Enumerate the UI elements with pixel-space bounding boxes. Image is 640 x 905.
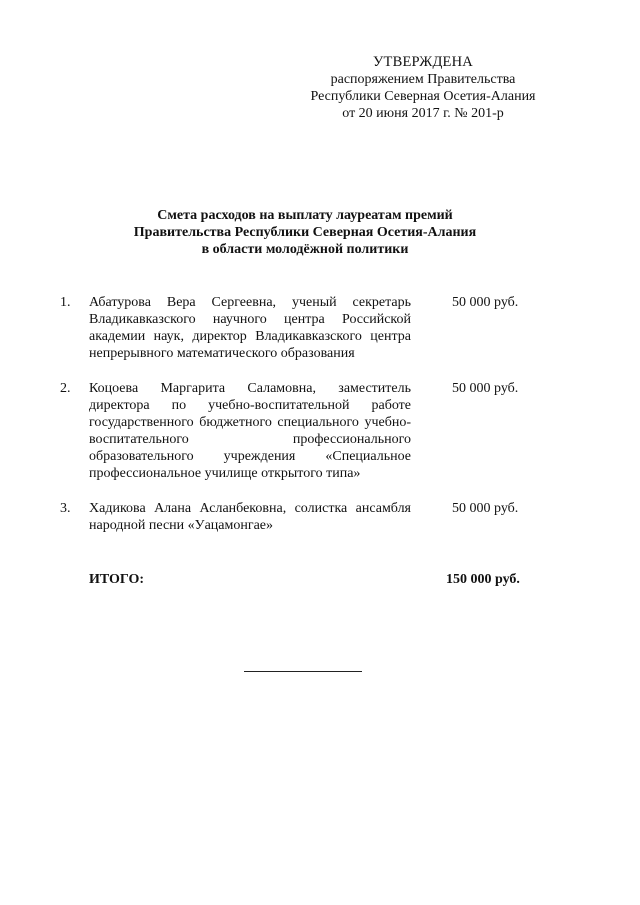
item-description: Хадикова Алана Асланбековна, солистка ансамбля народной песни «Уацамонгае» (89, 501, 411, 533)
item-amount: 50 000 руб. (452, 295, 519, 310)
item-number: 2. (60, 381, 71, 396)
title-line-1: Смета расходов на выплату лауреатам премий (157, 208, 453, 223)
approval-line-2: Республики Северная Осетия-Алания (310, 89, 536, 104)
item-description: Коцоева Маргарита Саламовна, заместитель директора по учебно-воспитательной работе государственного бюджетного специального учебно-воспитательного профессионального образовательного учреждения «Специальное профессиональное училище открытого типа» (89, 381, 411, 481)
title-line-3: в области молодёжной политики (201, 242, 409, 257)
item-amount: 50 000 руб. (452, 381, 519, 396)
item-number: 1. (60, 295, 71, 310)
expense-list (0, 294, 640, 552)
total-amount: 150 000 руб. (446, 572, 520, 587)
list-item (0, 380, 640, 482)
list-item (0, 294, 640, 362)
closing-divider (244, 671, 362, 672)
item-number: 3. (60, 501, 71, 516)
document-title (90, 207, 520, 258)
total-label: ИТОГО: (89, 572, 145, 587)
approval-line-1: распоряжением Правительства (330, 72, 516, 87)
approval-line-3: от 20 июня 2017 г. № 201-р (342, 106, 504, 121)
approval-stamp: УТВЕРЖДЕНА (373, 54, 473, 70)
list-item (0, 500, 640, 534)
item-description: Абатурова Вера Сергеевна, ученый секретарь Владикавказского научного центра Российской академии наук, директор Владикавказского центра непрерывного математического образования (89, 295, 411, 361)
approval-block (300, 54, 546, 122)
title-line-2: Правительства Республики Северная Осетия-Алания (133, 225, 477, 240)
item-amount: 50 000 руб. (452, 501, 519, 516)
